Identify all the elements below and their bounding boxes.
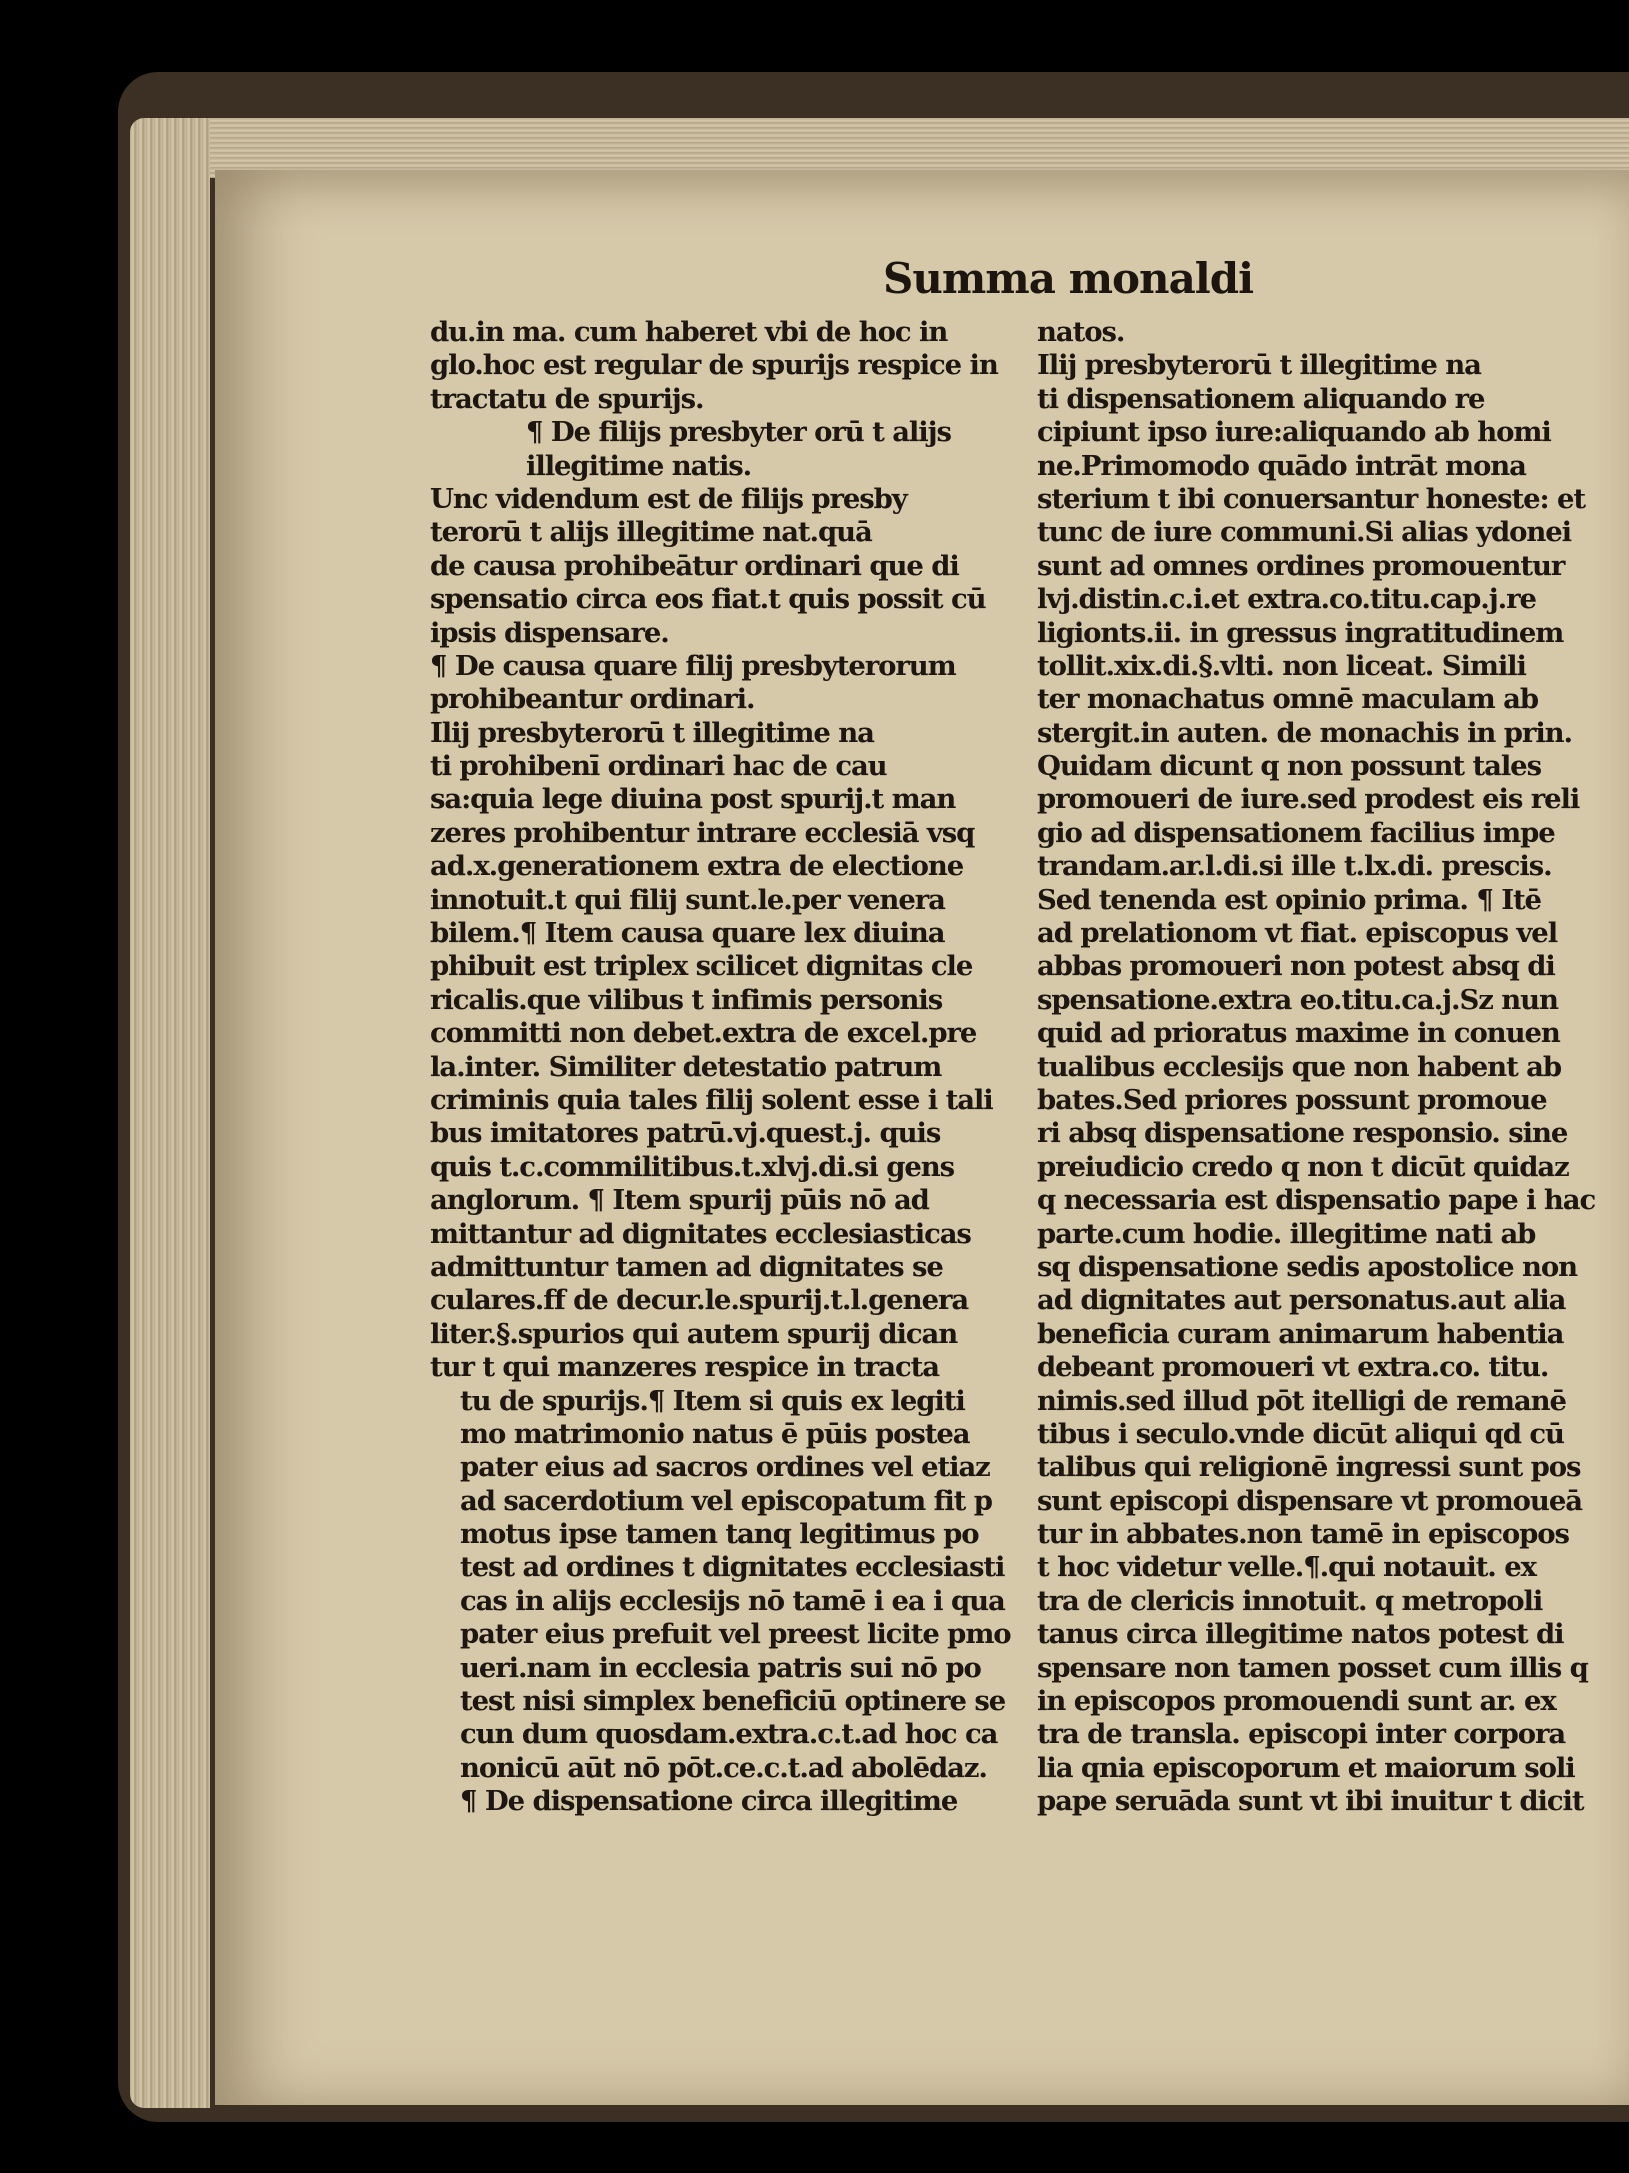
text-line: nonicū aūt nō pōt.ce.c.t.ad abolēdaz. — [460, 1751, 987, 1784]
text-line: admittuntur tamen ad dignitates se — [430, 1250, 943, 1283]
text-line: ¶ De filijs presbyter orū t alijs — [526, 416, 951, 449]
text-line: la.inter. Similiter detestatio patrum — [430, 1050, 942, 1083]
text-line: spensatione.extra eo.titu.ca.j.Sz nun — [1037, 983, 1558, 1016]
text-line: spensare non tamen posset cum illis q — [1037, 1651, 1588, 1684]
text-line: ¶ De causa quare filij presbyterorum — [430, 649, 956, 682]
text-column-right — [1037, 316, 1597, 1819]
text-line: culares.ff de decur.le.spurij.t.l.genera — [430, 1284, 969, 1317]
text-line: bilem.¶ Item causa quare lex diuina — [430, 917, 945, 950]
text-line: ricalis.que vilibus t infimis personis — [430, 983, 943, 1016]
text-line: tu de spurijs.¶ Item si quis ex legiti — [460, 1384, 965, 1417]
text-line: bates.Sed priores possunt promoue — [1037, 1083, 1547, 1116]
text-line: cas in alijs ecclesijs nō tamē i ea i qua — [460, 1584, 1005, 1617]
text-line: t hoc videtur velle.¶.qui notauit. ex — [1037, 1551, 1536, 1584]
text-line: cipiunt ipso iure:aliquando ab homi — [1037, 416, 1551, 449]
page-block-top-edge — [150, 118, 1629, 178]
text-line: tractatu de spurijs. — [430, 382, 704, 415]
text-line: liter.§.spurios qui autem spurij dican — [430, 1317, 958, 1350]
text-line: ad prelationom vt fiat. episcopus vel — [1037, 917, 1558, 950]
text-line: spensatio circa eos fiat.t quis possit cū — [430, 583, 986, 616]
text-line: tur t qui manzeres respice in tracta — [430, 1351, 939, 1384]
text-column-left — [430, 316, 1020, 1819]
text-line: in episcopos promouendi sunt ar. ex — [1037, 1685, 1556, 1718]
text-line: glo.hoc est regular de spurijs respice in — [430, 349, 998, 382]
text-line: Unc videndum est de filijs presby — [430, 482, 907, 515]
text-line: Sed tenenda est opinio prima. ¶ Itē — [1037, 883, 1541, 916]
text-line: ter monachatus omnē maculam ab — [1037, 683, 1538, 716]
text-line: pater eius ad sacros ordines vel etiaz — [460, 1451, 990, 1484]
text-line: test ad ordines t dignitates ecclesiasti — [460, 1551, 1005, 1584]
text-line: du.in ma. cum haberet vbi de hoc in — [430, 316, 948, 348]
text-line: abbas promoueri non potest absq di — [1037, 950, 1555, 983]
text-line: ad sacerdotium vel episcopatum fit p — [460, 1484, 992, 1517]
text-line: pape seruāda sunt vt ibi inuitur t dicit — [1037, 1785, 1584, 1818]
page-block-fore-edge — [130, 118, 210, 2108]
text-line: beneficia curam animarum habentia — [1037, 1317, 1564, 1350]
text-line: quis t.c.commilitibus.t.xlvj.di.si gens — [430, 1150, 955, 1183]
text-line: cun dum quosdam.extra.c.t.ad hoc ca — [460, 1718, 998, 1751]
text-line: terorū t alijs illegitime nat.quā — [430, 516, 872, 549]
text-line: mittantur ad dignitates ecclesiasticas — [430, 1217, 971, 1250]
text-line: quid ad prioratus maxime in conuen — [1037, 1017, 1560, 1050]
text-line: tollit.xix.di.§.vlti. non liceat. Simili — [1037, 649, 1526, 682]
text-line: de causa prohibeātur ordinari que di — [430, 549, 959, 582]
text-line: ueri.nam in ecclesia patris sui nō po — [460, 1651, 981, 1684]
text-line: tanus circa illegitime natos potest di — [1037, 1618, 1564, 1651]
text-line: natos. — [1037, 316, 1125, 348]
text-line: phibuit est triplex scilicet dignitas cle — [430, 950, 973, 983]
text-line: Ilij presbyterorū t illegitime na — [430, 716, 874, 749]
text-line: stergit.in auten. de monachis in prin. — [1037, 716, 1573, 749]
text-line: tibus i seculo.vnde dicūt aliqui qd cū — [1037, 1417, 1564, 1450]
text-line: prohibeantur ordinari. — [430, 683, 755, 716]
text-line: sunt ad omnes ordines promouentur — [1037, 549, 1565, 582]
text-line: Quidam dicunt q non possunt tales — [1037, 750, 1541, 783]
text-line: zeres prohibentur intrare ecclesiā vsq — [430, 816, 975, 849]
text-line: bus imitatores patrū.vj.quest.j. quis — [430, 1117, 941, 1150]
text-line: ad dignitates aut personatus.aut alia — [1037, 1284, 1566, 1317]
text-line: ipsis dispensare. — [430, 616, 669, 649]
text-line: tur in abbates.non tamē in episcopos — [1037, 1518, 1569, 1551]
text-line: anglorum. ¶ Item spurij pūis nō ad — [430, 1184, 929, 1217]
text-line: pater eius prefuit vel preest licite pmo — [460, 1618, 1011, 1651]
text-line: innotuit.t qui filij sunt.le.per venera — [430, 883, 945, 916]
text-line: criminis quia tales filij solent esse i tali — [430, 1083, 993, 1116]
text-line: illegitime natis. — [526, 449, 752, 482]
text-line: trandam.ar.l.di.si ille t.lx.di. prescis. — [1037, 850, 1552, 883]
text-line: ti prohibenī ordinari hac de cau — [430, 750, 887, 783]
text-line: test nisi simplex beneficiū optinere se — [460, 1685, 1006, 1718]
text-line: tunc de iure communi.Si alias ydonei — [1037, 516, 1571, 549]
text-line: ligionts.ii. in gressus ingratitudinem — [1037, 616, 1564, 649]
text-line: sa:quia lege diuina post spurij.t man — [430, 783, 956, 816]
text-line: tualibus ecclesijs que non habent ab — [1037, 1050, 1562, 1083]
text-line: promoueri de iure.sed prodest eis reli — [1037, 783, 1580, 816]
text-line: lvj.distin.c.i.et extra.co.titu.cap.j.re — [1037, 583, 1536, 616]
text-line: ad.x.generationem extra de electione — [430, 850, 964, 883]
text-line: committi non debet.extra de excel.pre — [430, 1017, 977, 1050]
text-line: motus ipse tamen tanq legitimus po — [460, 1518, 979, 1551]
text-line: mo matrimonio natus ē pūis postea — [460, 1417, 970, 1450]
text-line: ti dispensationem aliquando re — [1037, 382, 1485, 415]
text-line: sq dispensatione sedis apostolice non — [1037, 1250, 1577, 1283]
text-line: debeant promoueri vt extra.co. titu. — [1037, 1351, 1549, 1384]
text-line: lia qnia episcoporum et maiorum soli — [1037, 1751, 1575, 1784]
text-line: tra de transla. episcopi inter corpora — [1037, 1718, 1566, 1751]
text-line: sterium t ibi conuersantur honeste: et — [1037, 482, 1586, 515]
text-line: talibus qui religionē ingressi sunt pos — [1037, 1451, 1581, 1484]
text-line: nimis.sed illud pōt itelligi de remanē — [1037, 1384, 1566, 1417]
text-line: parte.cum hodie. illegitime nati ab — [1037, 1217, 1536, 1250]
text-line: sunt episcopi dispensare vt promoueā — [1037, 1484, 1582, 1517]
text-line: Ilij presbyterorū t illegitime na — [1037, 349, 1481, 382]
text-line: preiudicio credo q non t dicūt quidaz — [1037, 1150, 1569, 1183]
text-line: tra de clericis innotuit. q metropoli — [1037, 1584, 1543, 1617]
running-title: Summa monaldi — [883, 254, 1254, 303]
text-line: gio ad dispensationem facilius impe — [1037, 816, 1555, 849]
text-line: ¶ De dispensatione circa illegitime — [460, 1785, 958, 1818]
text-line: ne.Primomodo quādo intrāt mona — [1037, 449, 1526, 482]
text-line: q necessaria est dispensatio pape i hac — [1037, 1184, 1596, 1217]
text-line: ri absq dispensatione responsio. sine — [1037, 1117, 1568, 1150]
